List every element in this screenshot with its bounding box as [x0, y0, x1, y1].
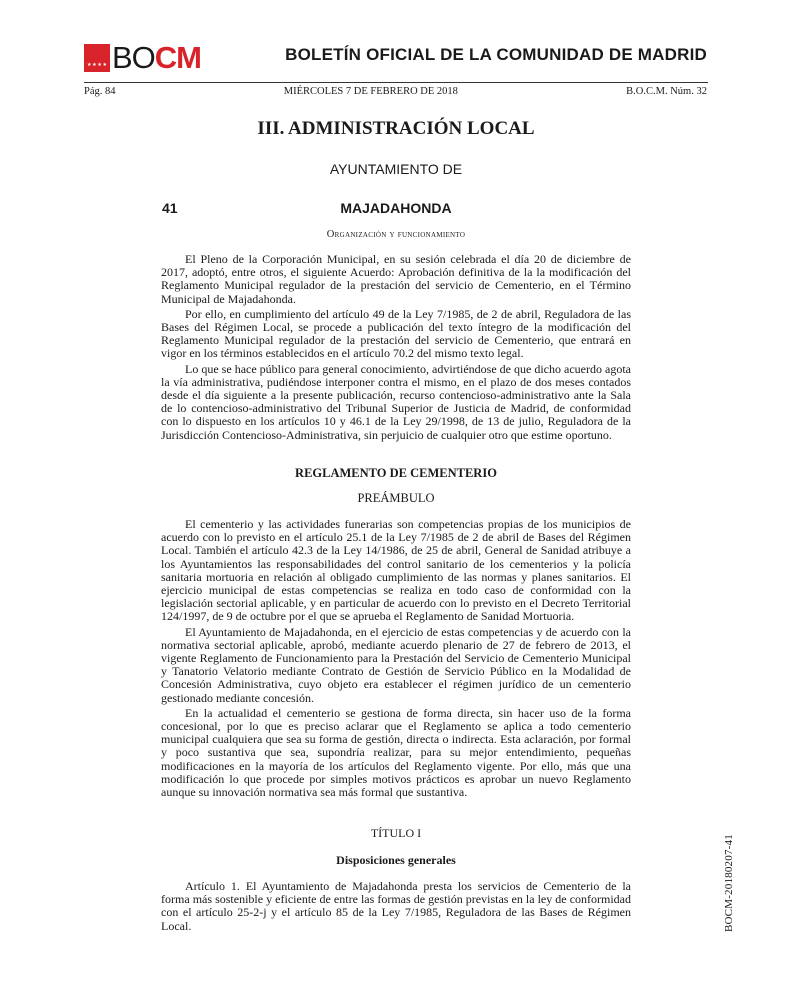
star-icon: ★ [92, 62, 97, 68]
issue-date: MIÉRCOLES 7 DE FEBRERO DE 2018 [283, 86, 458, 97]
paragraph: El Ayuntamiento de Majadahonda, en el ejercicio de estas competencias y de acuerdo con la normativa sectorial aplicable, aprobó, mediante acuerdo plenario de 27 de febrero de 2013, el vigente Reglamento de Funcionamiento para la Prestación del Servicio de Cementerio Municipal y Tanatorio Velatorio mediante Contrato de Gestión de Servicio Público en la Modalidad de Concesión Administrativa, cuyo objeto era establecer el régimen jurídico de un cementerio gestionado mediante concesión. [161, 624, 631, 705]
regulation-title: REGLAMENTO DE CEMENTERIO [295, 466, 497, 480]
logo-wordmark [112, 42, 201, 74]
paragraph: Por ello, en cumplimiento del artículo 49 de la Ley 7/1985, de 2 de abril, Reguladora de las Bases del Régimen Local, se procede a publicación del texto íntegro de la modificación del Reglamento Municipal regulador de la prestación del servicio de Cementerio, que entrará en vigor en los términos establecidos en el artículo 70.2 del mismo texto legal. [161, 306, 631, 361]
header-divider [84, 82, 708, 83]
announcement-number: 41 [162, 200, 178, 216]
paragraph: El cementerio y las actividades funerarias son competencias propias de los municipios de acuerdo con lo previsto en el artículo 25.1 de la Ley 7/1985 de 2 de abril de Bases del Régimen Local. También el artículo 42.3 de la Ley 14/1986, de 25 de abril, General de Sanidad atribuye a los Ayuntamientos las responsabilidades del control sanitario de los cementerios y la policía sanitaria mortuoria en relación al obligado cumplimiento de las normas y planes sanitarios. El ejercicio municipal de estas competencias se realiza en todo caso de conformidad con la legislación sectorial aplicable, y en particular de acuerdo con lo previsto en el Decreto Territorial 124/1997, de 9 de octubre por el que se aprueba el Reglamento de Sanidad Mortuoria. [161, 517, 631, 624]
logo-bo: BO [112, 40, 155, 75]
logo-cm: CM [154, 40, 202, 75]
ayuntamiento-label: AYUNTAMIENTO DE [329, 161, 463, 177]
star-icon: ★ [97, 62, 102, 68]
star-icon: ★ [87, 62, 92, 68]
section-title: III. ADMINISTRACIÓN LOCAL [257, 118, 535, 139]
article-1 [161, 880, 631, 935]
article-label: Artículo 1. [185, 879, 240, 893]
bocm-logo [84, 42, 201, 74]
preamble-text [161, 518, 631, 801]
madrid-flag-icon [84, 44, 110, 72]
preamble-title: PREÁMBULO [357, 491, 435, 505]
masthead-title: BOLETÍN OFICIAL DE LA COMUNIDAD DE MADRID [285, 45, 707, 64]
paragraph: En la actualidad el cementerio se gestiona de forma directa, sin hacer uso de la forma concesional, por lo que es preciso aclarar que el Reglamento se aplica a todo cementerio municipal cualquiera que sea su forma de gestión, directa o indirecta. Esta aclaración, por formal y poco sustantiva que sea, supondría realizar, para su mejor entendimiento, pequeñas modificaciones en la mayoría de los artículos del Reglamento vigente. Por ello, más que una modificación lo que procede por simples motivos prácticos es aprobar un nuevo Reglamento aunque su innovación normativa sea más formal que sustantiva. [161, 705, 631, 800]
article-text: El Ayuntamiento de Majadahonda presta los servicios de Cementerio de la forma más sostenible y eficiente de entre las formas de gestión previstas en la ley de conformidad con el artículo 25-2-j y el artículo 85 de la Ley 7/1985, Reguladora de las Bases de Régimen Local. [161, 879, 631, 933]
running-header [84, 86, 707, 97]
page-number: Pág. 84 [84, 86, 116, 97]
paragraph: Lo que se hace público para general conocimiento, advirtiéndose de que dicho acuerdo agota la vía administrativa, pudiéndose interponer contra el mismo, en el plazo de dos meses contados desde el día siguiente a la presente publicación, recurso contencioso-administrativo ante la Sala de lo contencioso-administrativo del Tribunal Superior de Justicia de Madrid, de conformidad con lo dispuesto en los artículos 10 y 46.1 de la Ley 29/1998, de 13 de julio, Reguladora de la Jurisdicción Contencioso-Administrativa, sin perjuicio de cualquier otro que estime oportuno. [161, 361, 631, 442]
star-icon: ★ [102, 62, 107, 68]
title-subheading: Disposiciones generales [336, 853, 456, 867]
municipality-name: MAJADAHONDA [340, 200, 452, 216]
issue-number: B.O.C.M. Núm. 32 [626, 86, 707, 97]
paragraph: El Pleno de la Corporación Municipal, en su sesión celebrada el día 20 de diciembre de 2017, adoptó, entre otros, el siguiente Acuerdo: Aprobación definitiva de la la modificación del Reglamento Municipal regulador de la prestación del servicio de Cementerio, en el Término Municipal de Majadahonda. [161, 252, 631, 306]
article-paragraph [161, 880, 631, 933]
title-heading: TÍTULO I [370, 826, 422, 840]
subject-heading: Organización y funcionamiento [326, 229, 466, 240]
intro-text [161, 253, 631, 444]
document-code: BOCM-20180207-41 [723, 834, 735, 932]
